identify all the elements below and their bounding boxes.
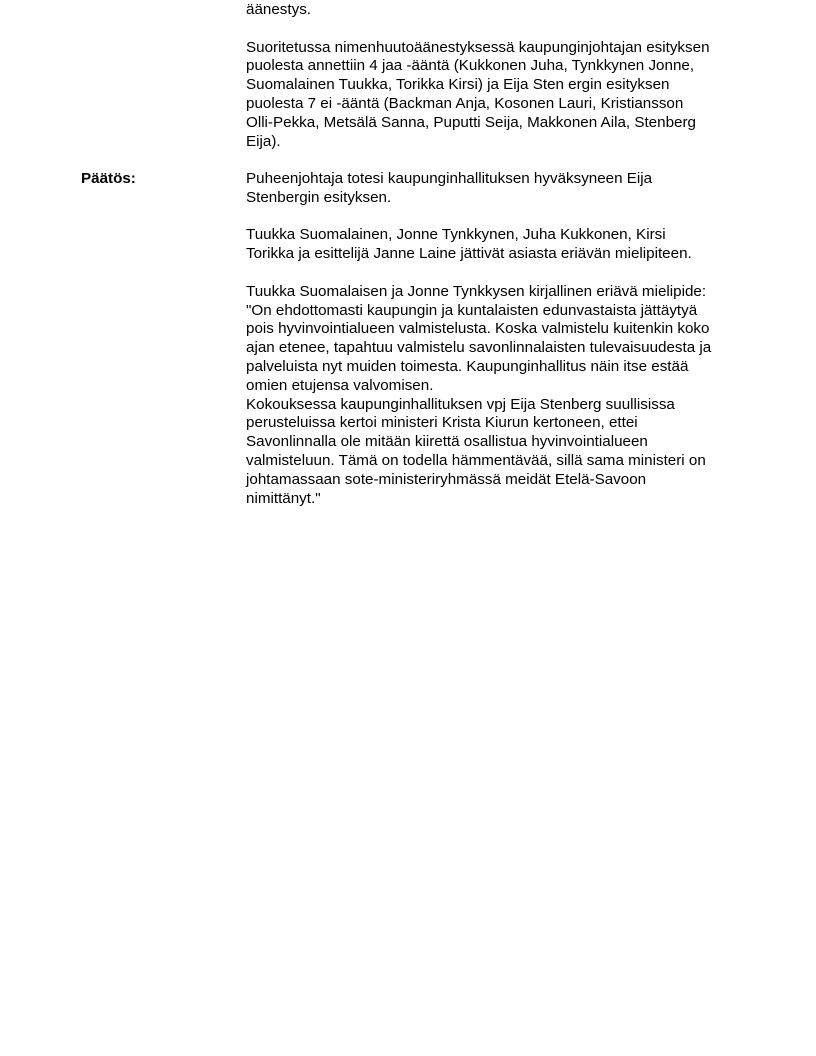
continued-text: äänestys.	[246, 1, 312, 18]
vote-result-paragraph: Suoritetussa nimenhuutoäänestyksessä kaupunginjohtajan esityksen puolesta annettiin 4 jaa -ääntä (Kukkonen Juha, Tynkkynen Jonne, Suomalainen Tuukka, Torikka Kirsi) ja Eija Sten ergin esityksen puolesta 7 ei -ääntä (Backman Anja, Kosonen Lauri, Kristiansson Olli-Pekka, Metsälä Sanna, Puputti Seija, Makkonen Aila, Stenberg Eija).	[246, 38, 710, 150]
dissent-members-paragraph: Tuukka Suomalainen, Jonne Tynkkynen, Juha Kukkonen, Kirsi Torikka ja esittelijä Janne Laine jättivät asiasta eriävän mielipiteen.	[246, 226, 692, 263]
document-body-upper	[246, 1, 746, 151]
decision-label: Päätös:	[81, 170, 136, 187]
written-dissent-paragraph: Tuukka Suomalaisen ja Jonne Tynkkysen kirjallinen eriävä mielipide: "On ehdottomasti kaupungin ja kuntalaisten edunvastaista jättäytyä pois hyvinvointialueen valmistelusta. Koska valmistelu kuitenkin koko ajan etenee, tapahtuu valmistelu savonlinnalaisten tulevaisuudesta ja palveluista nyt muiden toimesta. Kaupunginhallitus näin itse estää omien etujensa valvomisen. Kokouksessa kaupunginhallituksen vpj Eija Stenberg suullisissa perusteluissa kertoi ministeri Krista Kiurun kertoneen, ettei Savonlinnalla ole mitään kiirettä osallistua hyvinvointialueen valmisteluun. Tämä on todella hämmentävää, sillä sama ministeri on johtamassaan sote-ministeriryhmässä meidät Etelä-Savoon nimittänyt."	[246, 282, 712, 507]
decision-section	[246, 170, 746, 508]
decision-paragraph: Puheenjohtaja totesi kaupunginhallituksen hyväksyneen Eija Stenbergin esityksen.	[246, 170, 653, 206]
